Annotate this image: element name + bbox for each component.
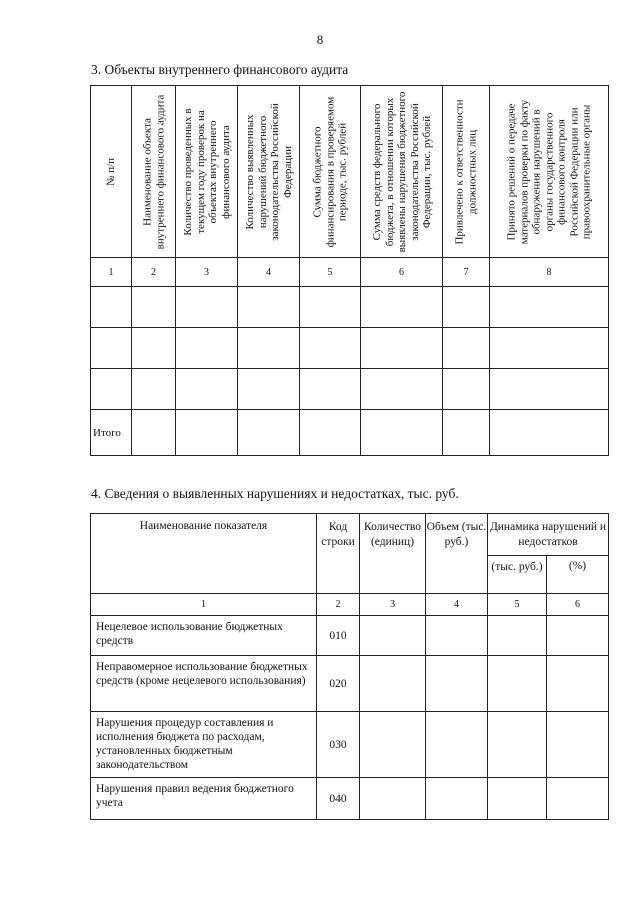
internal-audit-objects-table: [90, 85, 609, 456]
header-text: Принято решений о передаче материалов проверки по факту обнаружения нарушений в органы государственного финансового контроля Российской Федерации или правоохранительные органы: [505, 99, 593, 244]
table-cell[interactable]: [300, 328, 361, 369]
table-cell[interactable]: [443, 410, 490, 456]
row-code: 010: [317, 616, 360, 656]
header-row: [91, 86, 609, 258]
header-text: Количество проведенных в текущем году проверок на объектах внутреннего финансового аудита: [181, 107, 231, 236]
table-cell[interactable]: [426, 712, 488, 778]
total-row: [91, 410, 609, 456]
row-code: 040: [317, 778, 360, 820]
column-number: 6: [361, 258, 443, 287]
column-number: 3: [360, 594, 426, 616]
table-cell[interactable]: [132, 328, 176, 369]
table-row: [91, 369, 609, 410]
header-cell: [238, 86, 300, 258]
table-cell[interactable]: [426, 778, 488, 820]
header-text: № п/п: [104, 157, 117, 186]
row-code: 030: [317, 712, 360, 778]
table-cell[interactable]: [132, 287, 176, 328]
table-cell[interactable]: [426, 616, 488, 656]
total-label: Итого: [91, 410, 132, 456]
table-cell[interactable]: [91, 287, 132, 328]
table-cell[interactable]: [238, 410, 300, 456]
column-number: 7: [443, 258, 490, 287]
header-cell: [361, 86, 443, 258]
violations-table: [90, 513, 609, 820]
indicator-label: Неправомерное использование бюджетных средств (кроме нецелевого использования): [91, 656, 317, 712]
dynamics-pct-header: (%): [547, 556, 609, 594]
table-cell[interactable]: [361, 328, 443, 369]
table-cell[interactable]: [360, 778, 426, 820]
column-number: 4: [426, 594, 488, 616]
indicator-label: Нарушения процедур составления и исполнения бюджета по расходам, установленных бюджетным законодательством: [91, 712, 317, 778]
column-number: 1: [91, 594, 317, 616]
header-text: Наименование объекта внутреннего финансового аудита: [141, 94, 166, 249]
indicator-label: Нарушения правил ведения бюджетного учета: [91, 778, 317, 820]
table-cell[interactable]: [238, 328, 300, 369]
table-cell[interactable]: [361, 410, 443, 456]
table-cell[interactable]: [238, 369, 300, 410]
dynamics-header: Динамика нарушений и недостатков: [488, 514, 609, 556]
table-cell[interactable]: [176, 410, 238, 456]
table-cell[interactable]: [488, 712, 547, 778]
table-cell[interactable]: [488, 616, 547, 656]
table-cell[interactable]: [547, 656, 609, 712]
column-number: 8: [490, 258, 609, 287]
table-cell[interactable]: [443, 328, 490, 369]
table-cell[interactable]: [547, 712, 609, 778]
table-row: [91, 328, 609, 369]
section-3-title: 3. Объекты внутреннего финансового аудита: [91, 62, 349, 77]
header-cell: [490, 86, 609, 258]
table-row: [91, 778, 609, 820]
column-number: 5: [300, 258, 361, 287]
table-cell[interactable]: [300, 287, 361, 328]
table-cell[interactable]: [91, 328, 132, 369]
table-cell[interactable]: [443, 287, 490, 328]
dynamics-rub-header: (тыс. руб.): [488, 556, 547, 594]
table-cell[interactable]: [176, 287, 238, 328]
header-row: [91, 514, 609, 556]
indicator-header: Наименование показателя: [91, 514, 317, 594]
column-number-row: [91, 258, 609, 287]
table-cell[interactable]: [300, 410, 361, 456]
row-code: 020: [317, 656, 360, 712]
header-cell: [443, 86, 490, 258]
page-number: 8: [316, 32, 324, 47]
column-number: 3: [176, 258, 238, 287]
table-row: [91, 712, 609, 778]
column-number: 4: [238, 258, 300, 287]
column-number: 6: [547, 594, 609, 616]
indicator-label: Нецелевое использование бюджетных средств: [91, 616, 317, 656]
header-cell: [176, 86, 238, 258]
table-cell[interactable]: [426, 656, 488, 712]
table-cell[interactable]: [176, 369, 238, 410]
column-number: 2: [132, 258, 176, 287]
volume-header: Объем (тыс. руб.): [426, 514, 488, 594]
table-cell[interactable]: [360, 712, 426, 778]
table-cell[interactable]: [490, 328, 609, 369]
header-cell: [300, 86, 361, 258]
table-cell[interactable]: [300, 369, 361, 410]
header-text: Количество выявленных нарушений бюджетного законодательства Российской Федерации: [243, 102, 293, 241]
column-number-row: [91, 594, 609, 616]
section-4-title: 4. Сведения о выявленных нарушениях и недостатках, тыс. руб.: [91, 486, 459, 501]
header-text: Сумма средств федерального бюджета, в отношении которых выявлены нарушения бюджетного законодательства Российской Федерации, тыс. рублей: [370, 91, 433, 252]
table-cell[interactable]: [176, 328, 238, 369]
table-cell[interactable]: [443, 369, 490, 410]
table-cell[interactable]: [490, 369, 609, 410]
column-number: 1: [91, 258, 132, 287]
column-number: 5: [488, 594, 547, 616]
code-header: Код строки: [317, 514, 360, 594]
table-cell[interactable]: [360, 656, 426, 712]
table-cell[interactable]: [547, 616, 609, 656]
table-cell[interactable]: [361, 287, 443, 328]
table-cell[interactable]: [360, 616, 426, 656]
header-text: Сумма бюджетного финансирования в проверяемом периоде, тыс. рублей: [311, 96, 349, 247]
table-cell[interactable]: [547, 778, 609, 820]
table-cell[interactable]: [488, 656, 547, 712]
table-row: [91, 616, 609, 656]
column-number: 2: [317, 594, 360, 616]
table-cell[interactable]: [361, 369, 443, 410]
quantity-header: Количество (единиц): [360, 514, 426, 594]
table-cell[interactable]: [132, 369, 176, 410]
table-row: [91, 656, 609, 712]
header-cell: [91, 86, 132, 258]
header-text: Привлечено к ответственности должностных лиц: [453, 98, 478, 245]
table-cell[interactable]: [238, 287, 300, 328]
table-row: [91, 287, 609, 328]
table-cell[interactable]: [132, 410, 176, 456]
table-cell[interactable]: [91, 369, 132, 410]
table-cell[interactable]: [488, 778, 547, 820]
table-cell[interactable]: [490, 410, 609, 456]
header-cell: [132, 86, 176, 258]
table-cell[interactable]: [490, 287, 609, 328]
